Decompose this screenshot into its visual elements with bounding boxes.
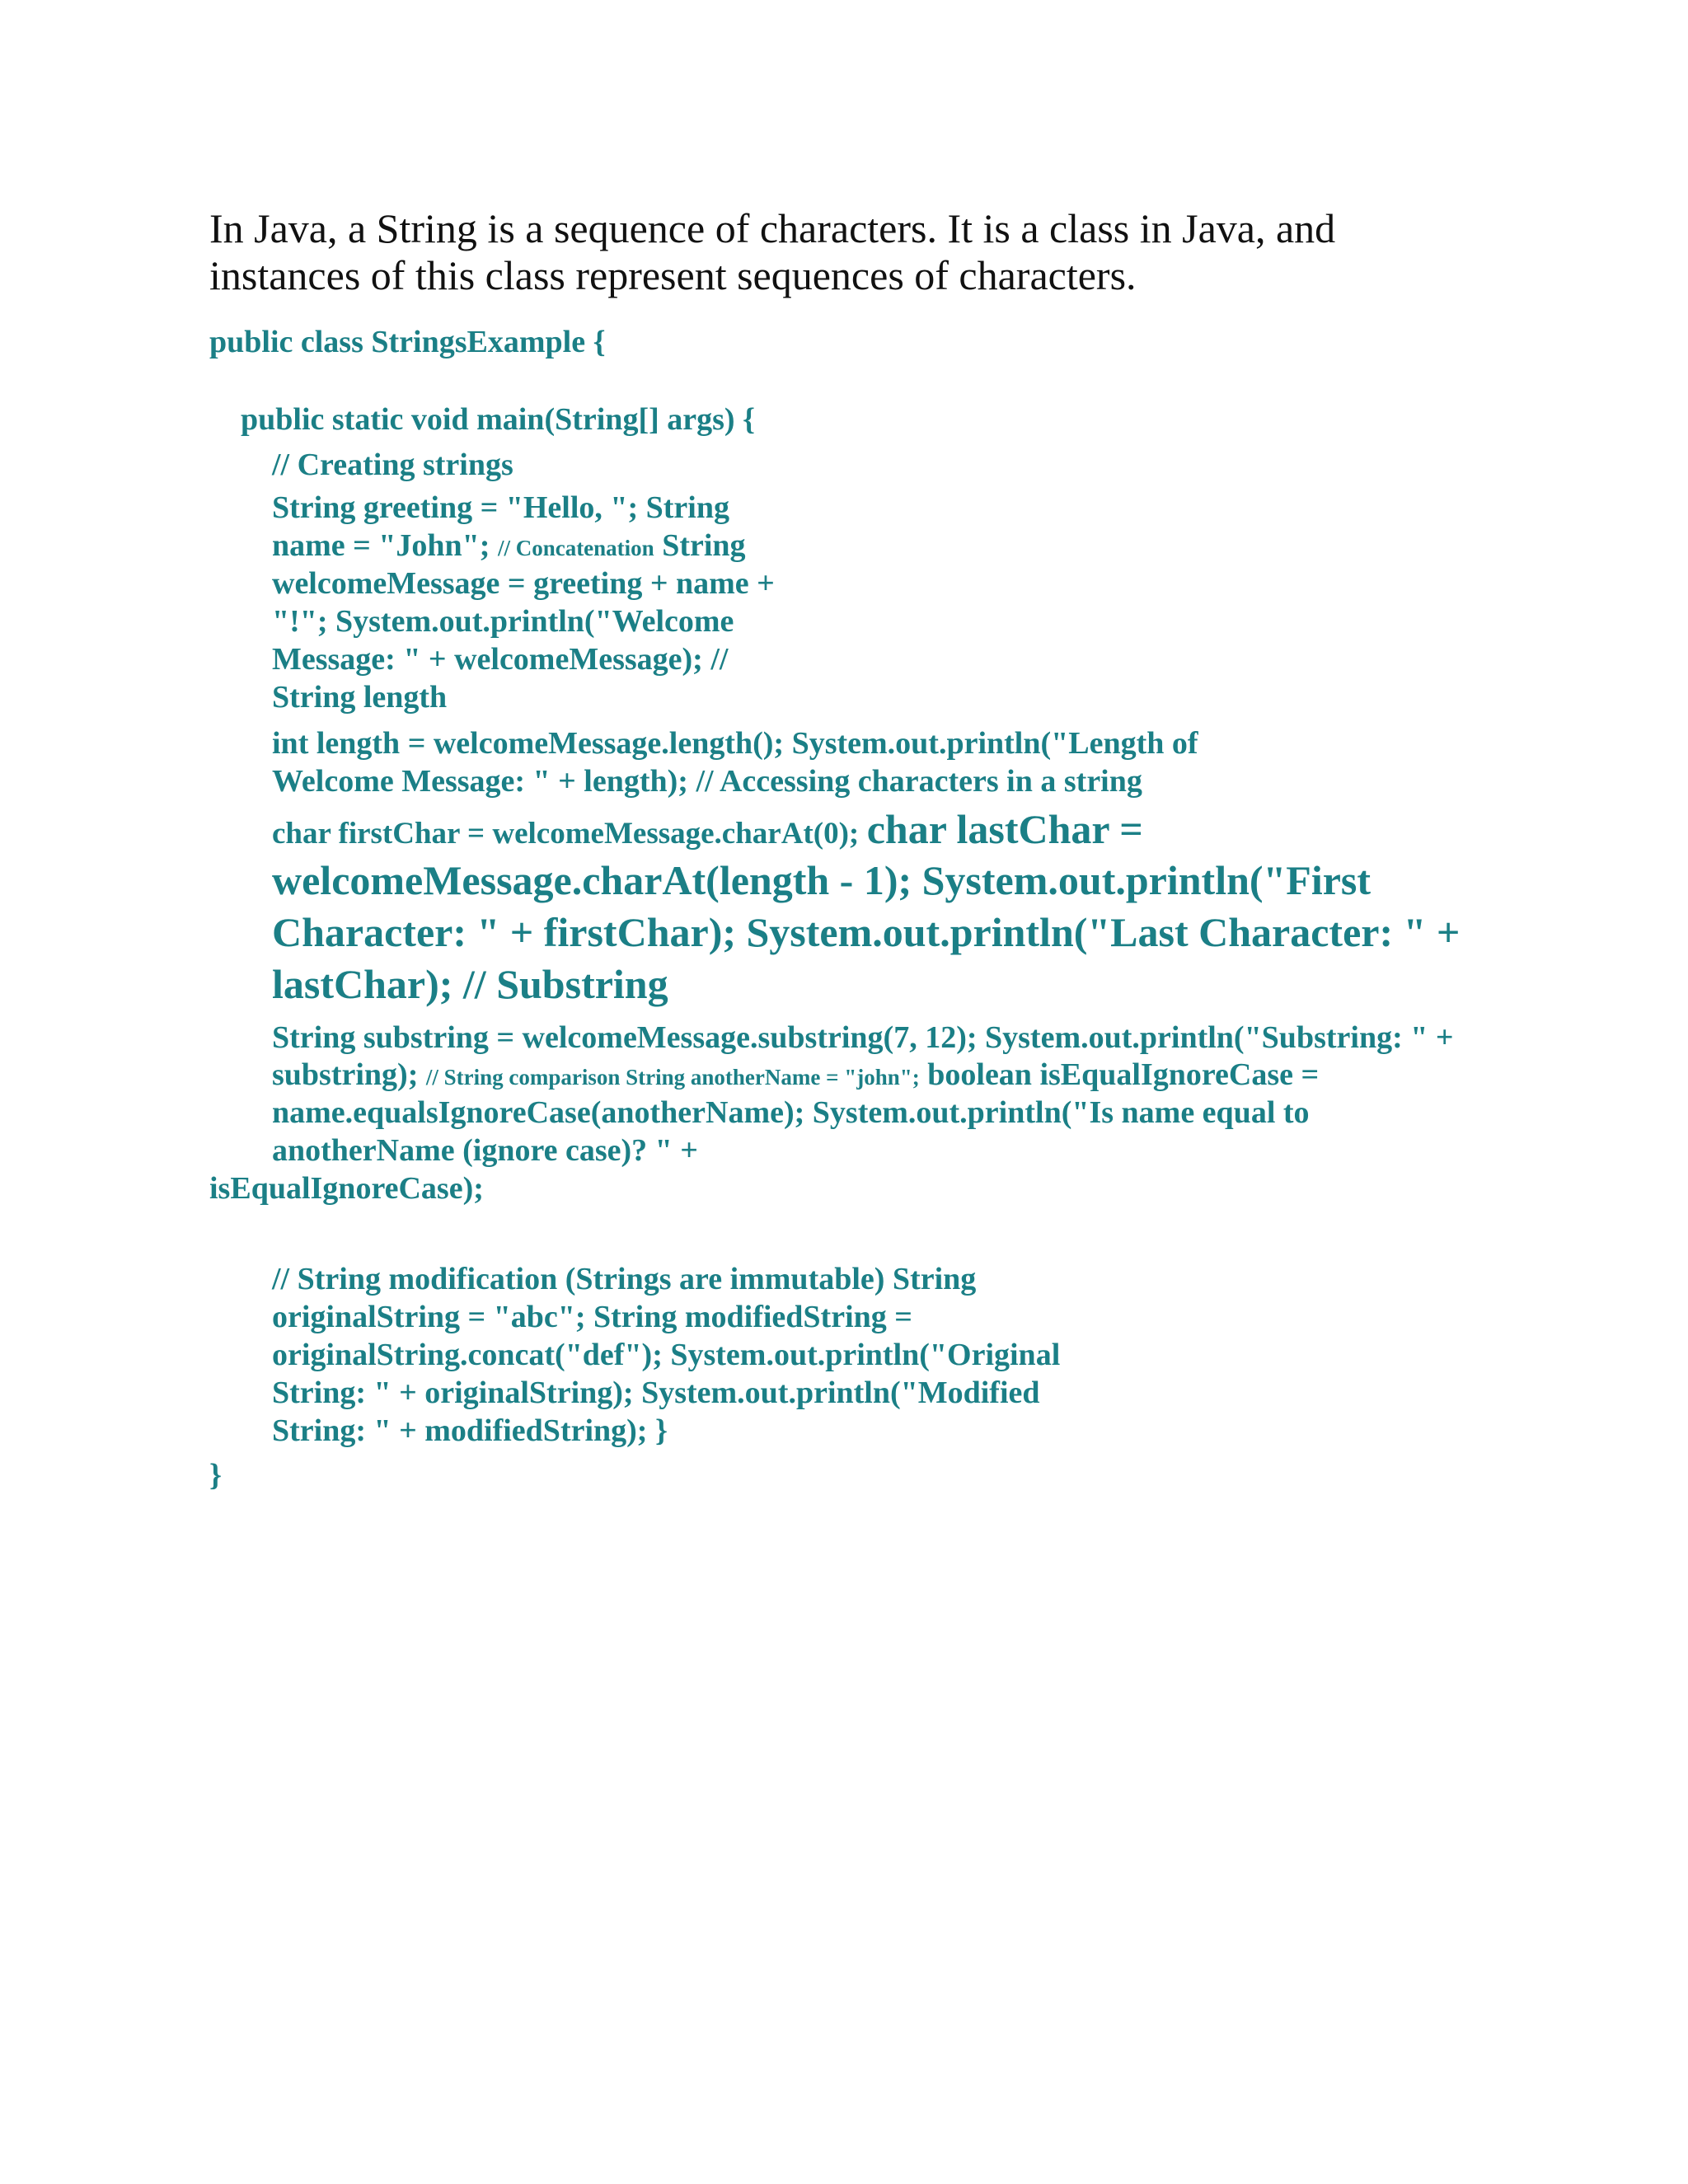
code-line: String length	[272, 680, 448, 715]
code-line	[272, 1059, 1319, 1090]
code-class-declaration: public class StringsExample {	[209, 325, 606, 359]
code-line: Message: " + welcomeMessage); //	[272, 642, 729, 677]
code-line: String: " + modifiedString); }	[272, 1413, 668, 1448]
code-line: originalString = "abc"; String modifiedString =	[272, 1300, 912, 1334]
code-fragment: String	[662, 528, 746, 563]
code-line: Welcome Message: " + length); // Accessing characters in a string	[272, 764, 1142, 799]
code-line: String: " + originalString); System.out.println("Modified	[272, 1376, 1040, 1410]
code-line: String substring = welcomeMessage.substring(7, 12); System.out.println("Substring: " +	[272, 1020, 1454, 1055]
intro-line-1: In Java, a String is a sequence of characters. It is a class in Java, and	[209, 205, 1336, 251]
code-fragment: substring);	[272, 1057, 419, 1092]
code-line-large: lastChar); // Substring	[272, 961, 668, 1007]
code-line-large: welcomeMessage.charAt(length - 1); System.out.println("First	[272, 857, 1372, 903]
code-fragment: boolean isEqualIgnoreCase =	[927, 1057, 1320, 1092]
code-line: int length = welcomeMessage.length(); System.out.println("Length of	[272, 726, 1198, 761]
code-fragment-large: char lastChar =	[866, 806, 1143, 852]
code-line: String greeting = "Hello, "; String	[272, 490, 729, 525]
code-line	[272, 530, 746, 561]
code-closing-brace: }	[209, 1458, 222, 1493]
code-comment-modification: // String modification (Strings are immutable) String	[272, 1262, 977, 1296]
code-fragment: name = "John";	[272, 528, 490, 563]
code-fragment: char firstChar = welcomeMessage.charAt(0);	[272, 817, 860, 851]
code-comment-creating: // Creating strings	[272, 448, 513, 482]
code-line: originalString.concat("def"); System.out.println("Original	[272, 1338, 1061, 1372]
code-line-large: Character: " + firstChar); System.out.println("Last Character: " +	[272, 909, 1461, 955]
code-comment-small: // String comparison String anotherName = "john";	[425, 1065, 920, 1090]
intro-line-2: instances of this class represent sequences of characters.	[209, 252, 1137, 298]
code-line: welcomeMessage = greeting + name +	[272, 566, 775, 601]
code-main-declaration: public static void main(String[] args) {	[241, 402, 756, 437]
code-line: "!"; System.out.println("Welcome	[272, 604, 734, 639]
code-line	[272, 808, 1143, 850]
code-line: anotherName (ignore case)? " +	[272, 1133, 698, 1168]
code-line: isEqualIgnoreCase);	[209, 1171, 484, 1206]
code-line: name.equalsIgnoreCase(anotherName); System.out.println("Is name equal to	[272, 1095, 1310, 1130]
code-comment-small: // Concatenation	[497, 536, 654, 560]
